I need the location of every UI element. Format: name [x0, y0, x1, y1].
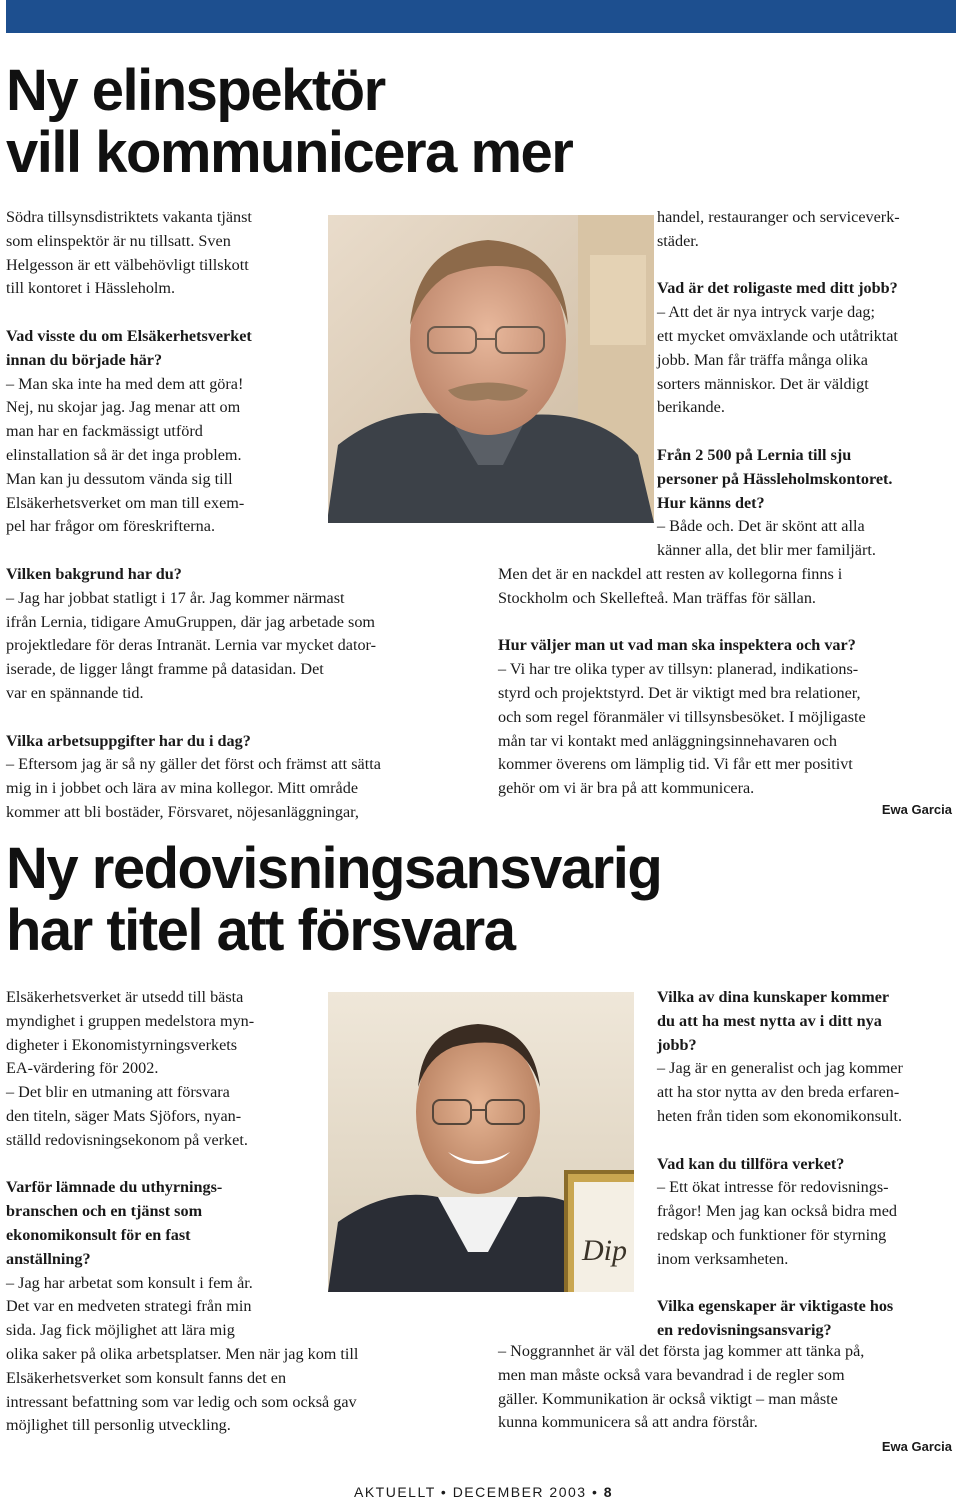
question: innan du började här? [6, 350, 163, 369]
article1-column-2: handel, restauranger och serviceverk- städer. Vad är det roligaste med ditt jobb? – Att det är nya intryck varje dag; ett mycket omväxlande och utåtriktat jobb. Man får träffa många olika sorters människor. Det är väldigt berikande. Från 2 500 på Lernia till sju personer på Hässleholmskontoret. Hur känns det? – Både och. Det är skönt att alla känner alla, det blir mer familjärt. [657, 206, 957, 563]
question: en redovisningsansvarig? [657, 1321, 832, 1340]
question: Vad kan du tillföra verket? [657, 1154, 845, 1173]
headline-line-2: vill kommunicera mer [6, 120, 573, 185]
question: branschen och en tjänst som [6, 1202, 203, 1221]
question: Vad är det roligaste med ditt jobb? [657, 279, 898, 298]
article2-signature: Ewa Garcia [881, 1439, 952, 1454]
question: ekonomikonsult för en fast [6, 1225, 191, 1244]
question: du att ha mest nytta av i ditt nya [657, 1011, 882, 1030]
headline-line-1: Ny redovisningsansvarig [6, 836, 662, 901]
top-color-bar [6, 0, 956, 33]
page-footer [354, 1484, 613, 1500]
page-number: 8 [603, 1484, 614, 1500]
question: Vilka egenskaper är viktigaste hos [657, 1297, 894, 1316]
question: Vilka arbetsuppgifter har du i dag? [6, 731, 251, 750]
headline-line-2: har titel att försvara [6, 898, 515, 963]
article1-headline [6, 60, 572, 184]
article1-signature: Ewa Garcia [881, 802, 952, 817]
question: Varför lämnade du uthyrnings- [6, 1178, 223, 1197]
footer-text: AKTUELLT • DECEMBER 2003 • [354, 1484, 599, 1500]
article2-headline [6, 838, 661, 962]
question: Från 2 500 på Lernia till sju [657, 445, 852, 464]
article1-column-1: Södra tillsynsdistriktets vakanta tjänst som elinspektör är nu tillsatt. Sven Helgesson är ett välbehövligt tillskott till kontoret i Hässleholm. Vad visste du om Elsäkerhetsverket innan du började här? – Man ska inte ha med dem att göra! Nej, nu skojar jag. Jag menar att om man har en fackmässigt utförd elinstallation så är det inga problem. Man kan ju dessutom vända sig till Elsäkerhetsverket om man till exem- pel har frågor om föreskrifterna. Vilken bakgrund har du? – Jag har jobbat statligt i 17 år. Jag kommer närmast ifrån Lernia, tidigare AmuGruppen, där jag arbetade som projektledare för deras Intranät. Lernia var mycket dator- iserade, de ligger långt framme på datasidan. Det var en spännande tid. Vilka arbetsuppgifter har du i dag? – Eftersom jag är så ny gäller det först och främst att sätta mig in i jobbet och lära av mina kollegor. Mitt område kommer att bli bostäder, Försvaret, nöjesanläggningar, [6, 206, 476, 825]
question: jobb? [657, 1035, 697, 1054]
article1-column-3: Men det är en nackdel att resten av kollegorna finns i Stockholm och Skellefteå. Man träffas för sällan. Hur väljer man ut vad man ska inspektera och var? – Vi har tre olika typer av tillsyn: planerad, indikations- styrd och projektstyrd. Det är viktigt med bra relationer, och som regel föranmäler vi tillsynsbesöket. I möjligaste mån tar vi kontakt med anläggningsinnehavaren och kommer överens om lämplig tid. Vi får ett mer positivt gehör om vi är bra på att kommunicera. [498, 563, 956, 801]
article2-column-2: Vilka av dina kunskaper kommer du att ha mest nytta av i ditt nya jobb? – Jag är en generalist och jag kommer att ha stor nytta av den breda erfaren- heten från tiden som ekonomikonsult. Vad kan du tillföra verket? – Ett ökat intresse för redovisnings- frågor! Men jag kan också bidra med redskap och funktioner för styrning inom verksamheten. Vilka egenskaper är viktigaste hos en redovisningsansvarig? [657, 986, 957, 1343]
question: Vilken bakgrund har du? [6, 564, 182, 583]
question: anställning? [6, 1249, 91, 1268]
article2-column-3: – Noggrannhet är väl det första jag kommer att tänka på, men man måste också vara bevandrad i de regler som gäller. Kommunikation är också viktigt – man måste kunna kommunicera så att andra förstår. [498, 1342, 865, 1432]
question: Vad visste du om Elsäkerhetsverket [6, 326, 252, 345]
question: personer på Hässleholmskontoret. [657, 469, 893, 488]
question: Vilka av dina kunskaper kommer [657, 988, 890, 1006]
article2-column-1: Elsäkerhetsverket är utsedd till bästa myndighet i gruppen medelstora myn- digheter i Ekonomistyrningsverkets EA-värdering för 2002. – Det blir en utmaning att försvara den titeln, säger Mats Sjöfors, nyan- ställd redovisningsekonom på verket. Varför lämnade du uthyrnings- branschen och en tjänst som ekonomikonsult för en fast anställning? – Jag har arbetat som konsult i fem år. Det var en medveten strategi från min sida. Jag fick möjlighet att lära mig olika saker på olika arbetsplatser. Men när jag kom till Elsäkerhetsverket som konsult fanns det en intressant befattning som var ledig och som också gav möjlighet till personlig utveckling. [6, 986, 476, 1438]
question: Hur väljer man ut vad man ska inspektera och var? [498, 636, 856, 655]
diploma-text: Dip [582, 1234, 627, 1267]
question: Hur känns det? [657, 493, 765, 512]
headline-line-1: Ny elinspektör [6, 58, 385, 123]
